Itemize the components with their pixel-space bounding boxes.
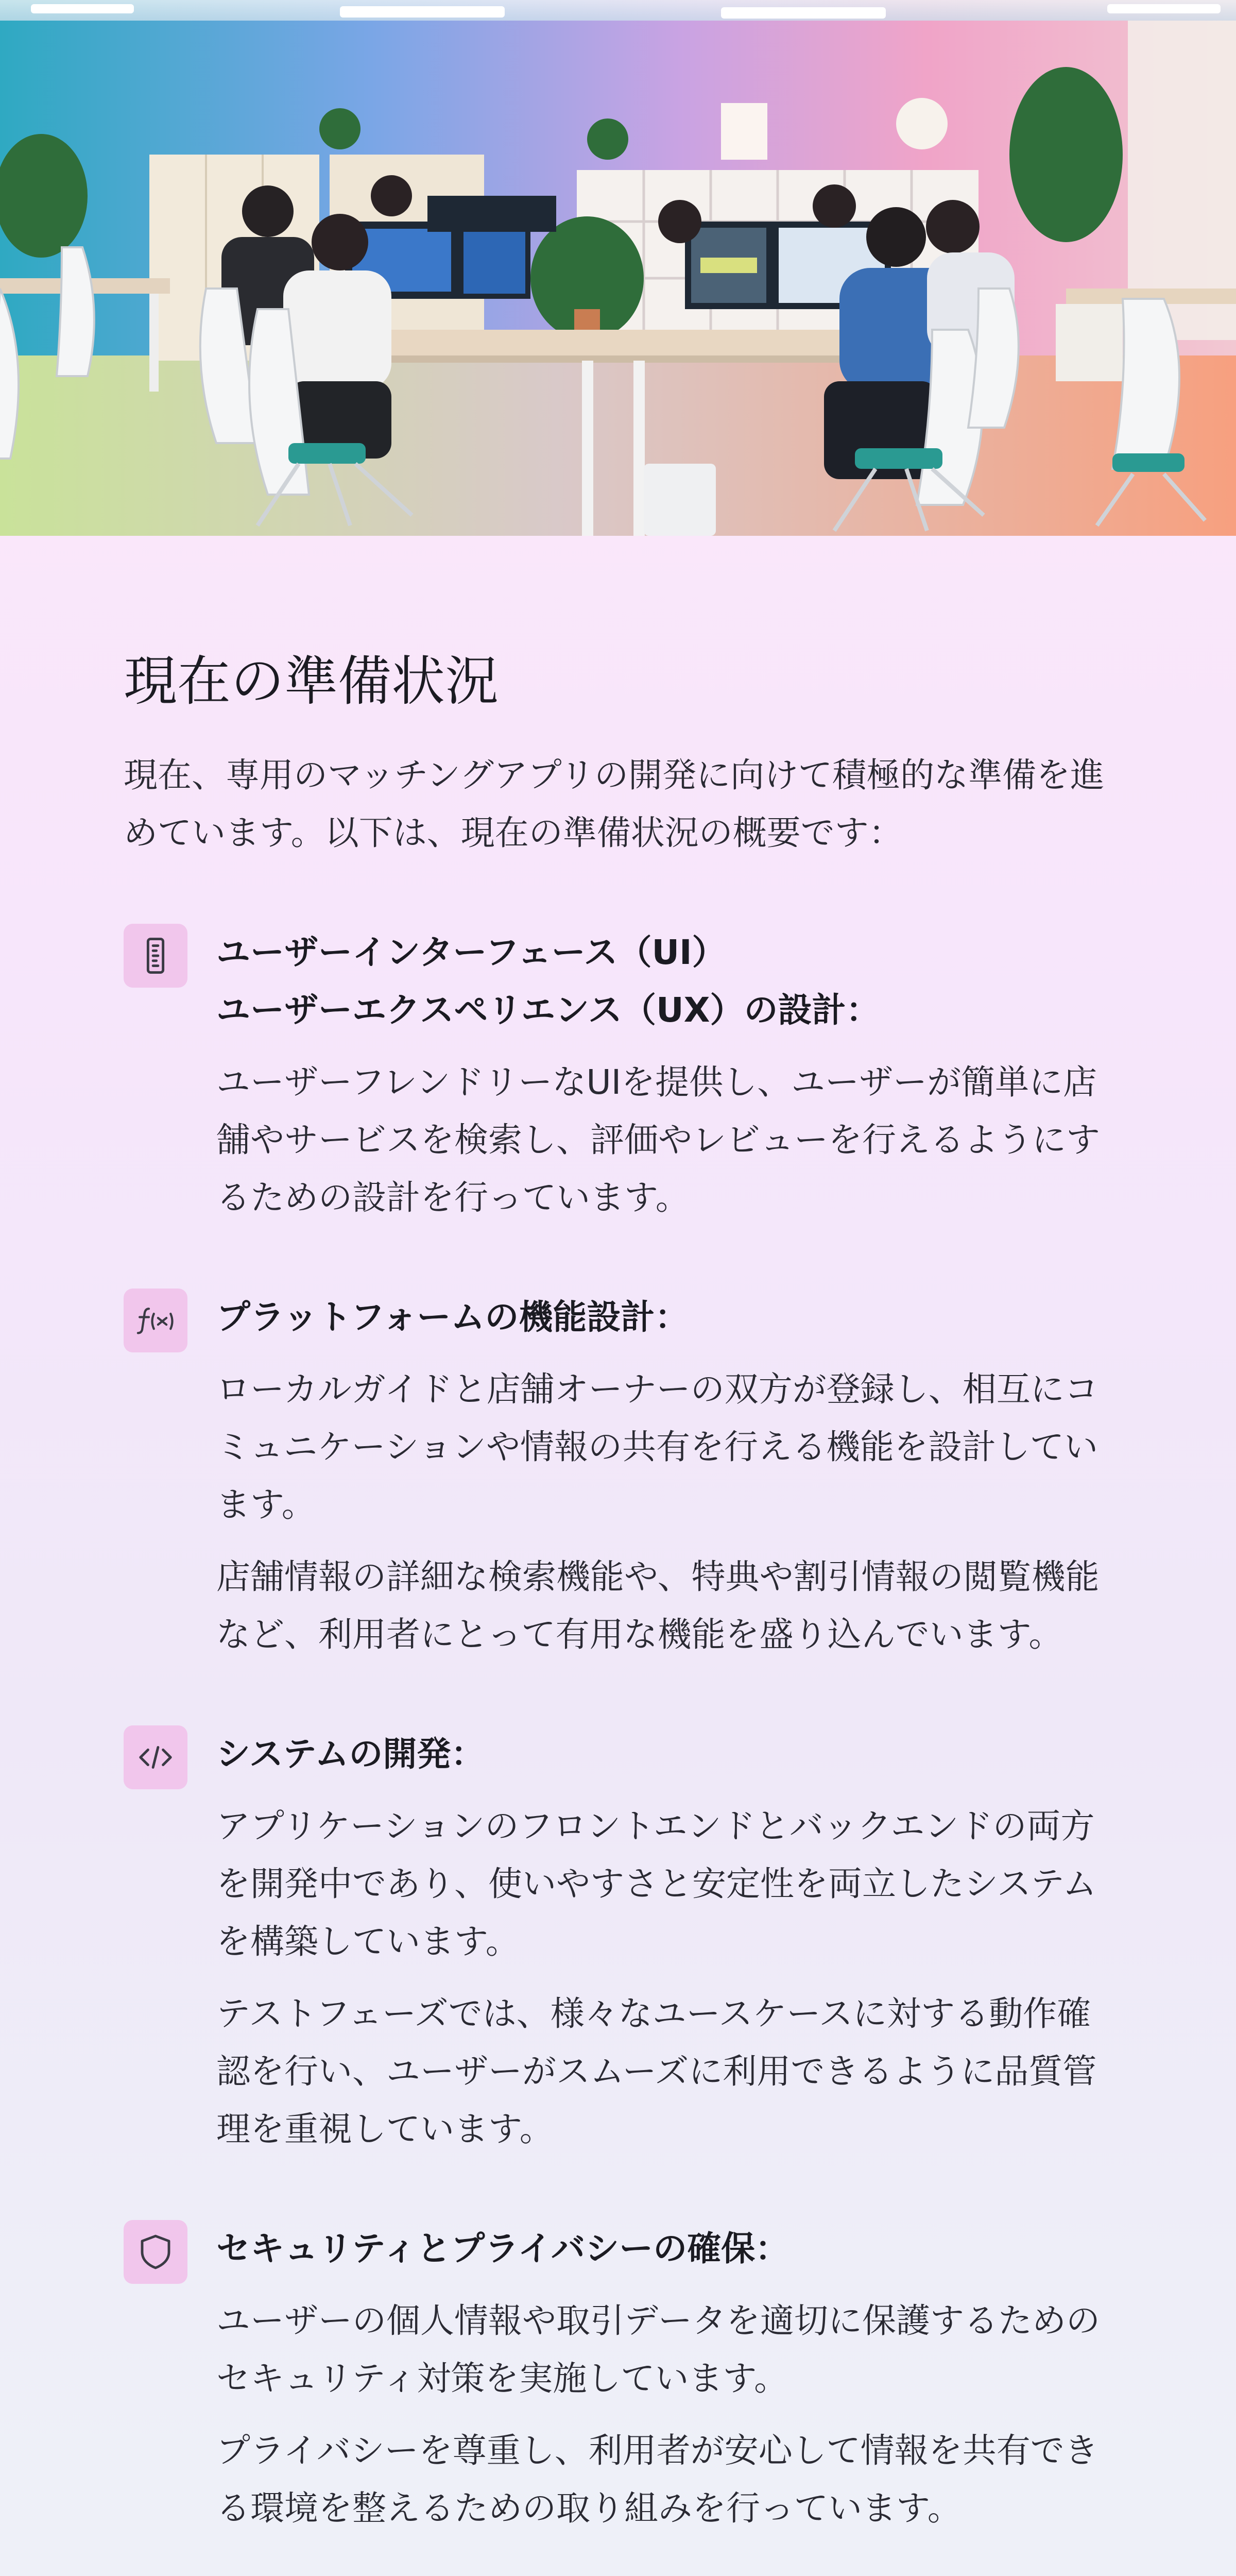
section-paragraph: アプリケーションのフロントエンドとバックエンドの両方を開発中であり、使いやすさと安定性を両立したシステムを構築しています。: [216, 1806, 1097, 1961]
section-paragraph: プライバシーを尊重し、利用者が安心して情報を共有できる環境を整えるための取り組みを行っています。: [216, 2430, 1098, 2528]
code-icon: [124, 1725, 187, 1789]
section-platform-function-design: [124, 1289, 1112, 1664]
intro-text: 現在、専用のマッチングアプリの開発に向けて積極的な準備を進めています。以下は、現在の準備状況の概要です：: [124, 755, 1105, 853]
section-paragraph: ユーザーの個人情報や取引データを適切に保護するためのセキュリティ対策を実施しています。: [216, 2300, 1100, 2398]
page-title: 現在の準備状況: [124, 650, 499, 713]
section-ui-ux-design: [124, 924, 1112, 1227]
shield-icon: [124, 2220, 187, 2284]
section-title: [216, 924, 1112, 1039]
section-title-line: ユーザーインターフェース（UI）: [216, 932, 726, 972]
section-paragraph: 店舗情報の詳細な検索機能や、特典や割引情報の閲覧機能など、利用者にとって有用な機能を盛り込んでいます。: [216, 1556, 1100, 1654]
status-sections: [124, 924, 1112, 2576]
section-title-line: ユーザーエクスペリエンス（UX）の設計：: [216, 990, 880, 1030]
section-paragraph: テストフェーズでは、様々なユースケースに対する動作確認を行い、ユーザーがスムーズに利用できるように品質管理を重視しています。: [216, 1993, 1097, 2149]
section-title: システムの開発：: [216, 1734, 485, 1774]
section-paragraph: ローカルガイドと店舗オーナーの双方が登録し、相互にコミュニケーションや情報の共有を行える機能を設計しています。: [216, 1369, 1098, 1524]
main-content: [124, 649, 1112, 2576]
section-system-development: [124, 1725, 1112, 2158]
ruler-icon: [124, 924, 187, 988]
hero-image: [0, 0, 1236, 536]
section-security-privacy: [124, 2220, 1112, 2537]
section-title: プラットフォームの機能設計：: [216, 1297, 689, 1337]
section-paragraph: ユーザーフレンドリーなUIを提供し、ユーザーが簡単に店舗やサービスを検索し、評価やレビューを行えるようにするための設計を行っています。: [216, 1062, 1100, 1217]
section-title: セキュリティとプライバシーの確保：: [216, 2228, 789, 2268]
function-icon: [124, 1289, 187, 1352]
